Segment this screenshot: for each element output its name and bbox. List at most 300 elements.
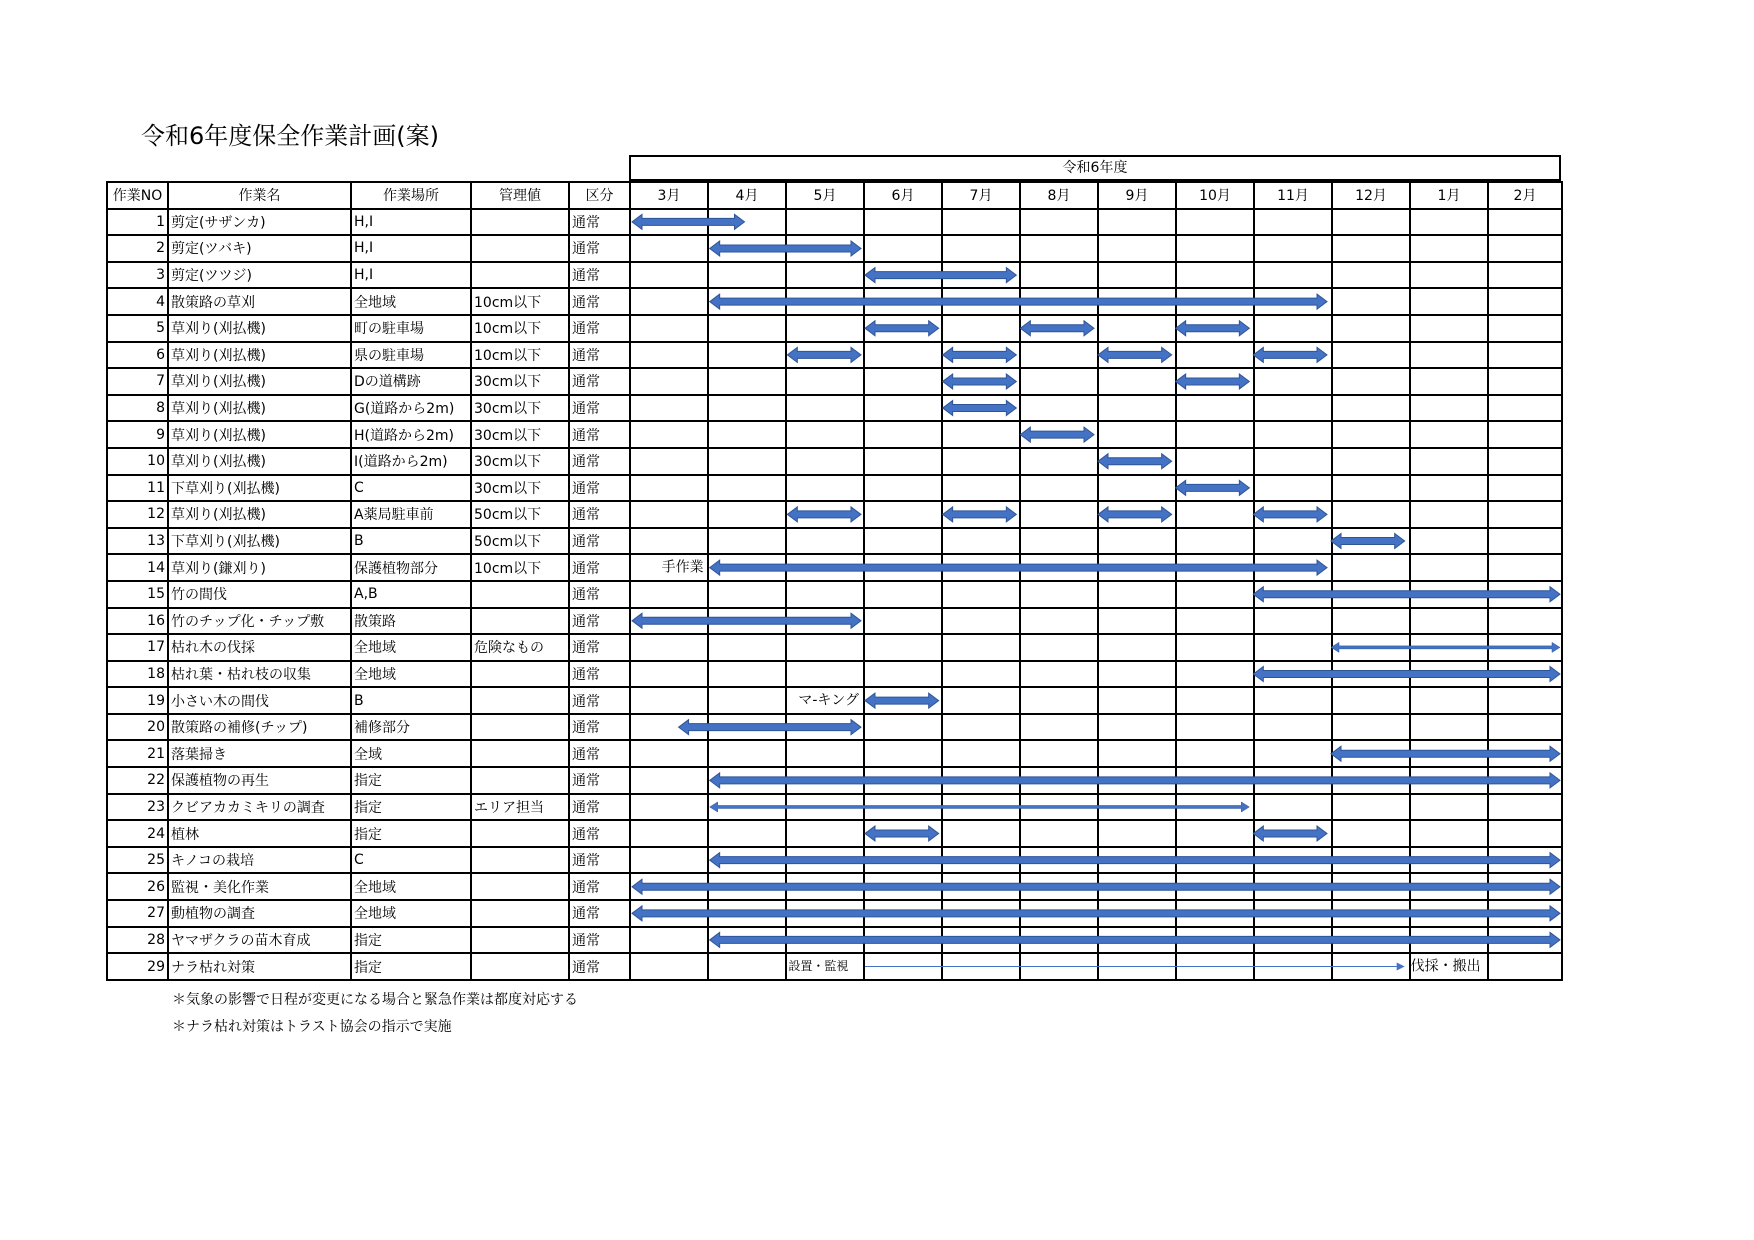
month-cell (1098, 581, 1176, 608)
month-cell (1254, 501, 1332, 528)
month-cell (630, 740, 708, 767)
month-cell (786, 475, 864, 502)
work-category: 通常 (569, 395, 630, 422)
month-cell (1332, 421, 1410, 448)
month-cell (864, 608, 942, 635)
month-cell (786, 554, 864, 581)
work-no: 8 (107, 395, 168, 422)
month-cell (786, 900, 864, 927)
month-cell (1254, 475, 1332, 502)
month-cell (630, 608, 708, 635)
work-place: 全地域 (351, 634, 471, 661)
control-value (471, 235, 569, 262)
month-cell (1332, 315, 1410, 342)
month-cell (708, 262, 786, 289)
table-row (107, 794, 1562, 821)
control-value: 30cm以下 (471, 448, 569, 475)
month-cell (786, 608, 864, 635)
month-cell (1254, 262, 1332, 289)
month-cell (708, 661, 786, 688)
work-place: H,I (351, 235, 471, 262)
month-cell (1488, 475, 1562, 502)
month-cell (864, 581, 942, 608)
month-cell (630, 687, 708, 714)
work-place: I(道路から2m) (351, 448, 471, 475)
control-value (471, 687, 569, 714)
month-cell (942, 501, 1020, 528)
month-cell (1098, 927, 1176, 954)
month-cell (1020, 714, 1098, 741)
month-cell (1020, 448, 1098, 475)
month-cell (708, 235, 786, 262)
month-cell (864, 395, 942, 422)
table-row (107, 767, 1562, 794)
month-cell (1332, 209, 1410, 236)
month-cell (1332, 927, 1410, 954)
work-name: 下草刈り(刈払機) (168, 528, 351, 555)
control-value: 50cm以下 (471, 528, 569, 555)
month-cell (864, 767, 942, 794)
month-cell (1176, 262, 1254, 289)
month-cell (630, 209, 708, 236)
work-no: 26 (107, 873, 168, 900)
month-cell (1020, 661, 1098, 688)
month-cell (1098, 528, 1176, 555)
control-value (471, 608, 569, 635)
month-cell (1254, 288, 1332, 315)
month-cell (1332, 608, 1410, 635)
month-cell (1254, 847, 1332, 874)
month-cell (630, 288, 708, 315)
month-cell (942, 288, 1020, 315)
month-cell (1332, 528, 1410, 555)
work-no: 15 (107, 581, 168, 608)
month-cell (1098, 608, 1176, 635)
month-cell (1176, 794, 1254, 821)
month-cell (1098, 315, 1176, 342)
month-cell (1020, 900, 1098, 927)
month-cell (1488, 661, 1562, 688)
month-cell (942, 927, 1020, 954)
month-cell (1176, 608, 1254, 635)
work-category: 通常 (569, 927, 630, 954)
month-cell (1332, 714, 1410, 741)
work-no: 21 (107, 740, 168, 767)
month-cell (1098, 847, 1176, 874)
month-cell (864, 315, 942, 342)
month-cell (1488, 342, 1562, 369)
work-no: 17 (107, 634, 168, 661)
schedule-label: マ-キング (798, 692, 859, 709)
month-cell (864, 714, 942, 741)
month-cell (630, 927, 708, 954)
work-name: 草刈り(刈払機) (168, 368, 351, 395)
month-cell (1488, 687, 1562, 714)
work-place: 全地域 (351, 288, 471, 315)
month-cell (786, 315, 864, 342)
month-cell (1254, 315, 1332, 342)
month-cell (864, 421, 942, 448)
work-category: 通常 (569, 873, 630, 900)
month-cell (1098, 767, 1176, 794)
month-cell (1410, 501, 1488, 528)
work-no: 11 (107, 475, 168, 502)
work-category: 通常 (569, 581, 630, 608)
month-cell (1020, 554, 1098, 581)
month-cell (708, 581, 786, 608)
month-cell (1020, 235, 1098, 262)
month-cell (942, 794, 1020, 821)
month-cell (1020, 740, 1098, 767)
month-cell (1020, 501, 1098, 528)
month-cell (1488, 847, 1562, 874)
month-cell (1098, 501, 1176, 528)
month-cell (1254, 953, 1332, 980)
month-cell (1098, 235, 1176, 262)
month-cell (630, 262, 708, 289)
work-category: 通常 (569, 740, 630, 767)
table-row (107, 820, 1562, 847)
month-cell (708, 820, 786, 847)
table-row (107, 661, 1562, 688)
control-value: 10cm以下 (471, 554, 569, 581)
work-name: 監視・美化作業 (168, 873, 351, 900)
control-value (471, 661, 569, 688)
month-cell (630, 421, 708, 448)
month-cell (1254, 554, 1332, 581)
month-cell (942, 634, 1020, 661)
month-header: 9月 (1098, 182, 1176, 209)
schedule-label: 伐採・搬出 (1410, 958, 1481, 975)
month-cell (1020, 421, 1098, 448)
work-name: 枯れ葉・枯れ枝の収集 (168, 661, 351, 688)
control-value (471, 873, 569, 900)
month-cell (1332, 820, 1410, 847)
month-cell (1332, 687, 1410, 714)
table-row (107, 740, 1562, 767)
month-cell (1020, 288, 1098, 315)
control-value: 30cm以下 (471, 475, 569, 502)
month-cell (630, 953, 708, 980)
month-cell (1332, 288, 1410, 315)
month-cell (942, 953, 1020, 980)
work-place: C (351, 475, 471, 502)
month-cell (1332, 342, 1410, 369)
month-cell (1098, 794, 1176, 821)
month-cell (1176, 873, 1254, 900)
month-cell (786, 501, 864, 528)
month-cell (1332, 475, 1410, 502)
month-header: 1月 (1410, 182, 1488, 209)
col-header-value: 管理値 (471, 182, 569, 209)
work-name: 草刈り(刈払機) (168, 395, 351, 422)
work-name: 草刈り(刈払機) (168, 501, 351, 528)
month-cell (1176, 235, 1254, 262)
control-value (471, 209, 569, 236)
col-header-kubun: 区分 (569, 182, 630, 209)
month-cell (1410, 767, 1488, 794)
work-no: 12 (107, 501, 168, 528)
work-category: 通常 (569, 634, 630, 661)
month-cell (1020, 475, 1098, 502)
month-cell (1176, 847, 1254, 874)
month-cell (1410, 953, 1488, 980)
month-cell (1332, 368, 1410, 395)
notes (172, 987, 578, 1041)
month-cell (786, 528, 864, 555)
control-value (471, 740, 569, 767)
month-cell (942, 528, 1020, 555)
table-row (107, 873, 1562, 900)
month-cell (1098, 368, 1176, 395)
month-cell (1488, 581, 1562, 608)
control-value: 30cm以下 (471, 421, 569, 448)
work-name: 剪定(ツバキ) (168, 235, 351, 262)
month-cell (1254, 767, 1332, 794)
month-cell (1176, 421, 1254, 448)
work-no: 19 (107, 687, 168, 714)
month-cell (786, 767, 864, 794)
work-name: クビアカカミキリの調査 (168, 794, 351, 821)
month-cell (1488, 262, 1562, 289)
control-value: 30cm以下 (471, 395, 569, 422)
month-cell (864, 262, 942, 289)
month-cell (942, 687, 1020, 714)
month-cell (1410, 421, 1488, 448)
month-cell (1410, 395, 1488, 422)
work-category: 通常 (569, 608, 630, 635)
work-place: G(道路から2m) (351, 395, 471, 422)
month-cell (786, 395, 864, 422)
month-cell (864, 847, 942, 874)
month-cell (942, 315, 1020, 342)
month-cell (1488, 714, 1562, 741)
table-row (107, 475, 1562, 502)
month-cell (630, 235, 708, 262)
work-place: 指定 (351, 820, 471, 847)
control-value: 10cm以下 (471, 288, 569, 315)
month-cell (786, 421, 864, 448)
table-row (107, 554, 1562, 581)
month-cell (786, 634, 864, 661)
work-place: 全地域 (351, 900, 471, 927)
month-cell (1254, 528, 1332, 555)
work-no: 27 (107, 900, 168, 927)
table-row (107, 421, 1562, 448)
month-cell (1332, 794, 1410, 821)
work-no: 20 (107, 714, 168, 741)
month-cell (1488, 368, 1562, 395)
table-row (107, 900, 1562, 927)
work-name: 草刈り(刈払機) (168, 421, 351, 448)
month-cell (1488, 501, 1562, 528)
month-cell (630, 794, 708, 821)
month-cell (1254, 395, 1332, 422)
month-cell (1410, 368, 1488, 395)
month-cell (786, 342, 864, 369)
month-cell (1410, 820, 1488, 847)
month-cell (630, 395, 708, 422)
month-cell (1176, 475, 1254, 502)
month-cell (942, 209, 1020, 236)
month-cell (1176, 687, 1254, 714)
work-name: 保護植物の再生 (168, 767, 351, 794)
month-cell (1410, 661, 1488, 688)
month-cell (1332, 767, 1410, 794)
month-cell (864, 953, 942, 980)
month-cell (1098, 873, 1176, 900)
month-cell (1020, 820, 1098, 847)
work-name: 草刈り(刈払機) (168, 342, 351, 369)
month-cell (1332, 395, 1410, 422)
work-place: Dの道構跡 (351, 368, 471, 395)
month-cell (708, 927, 786, 954)
work-name: ナラ枯れ対策 (168, 953, 351, 980)
month-cell (1020, 927, 1098, 954)
month-cell (864, 927, 942, 954)
table-row (107, 262, 1562, 289)
month-cell (942, 395, 1020, 422)
work-no: 1 (107, 209, 168, 236)
work-category: 通常 (569, 900, 630, 927)
month-cell (1410, 794, 1488, 821)
month-cell (864, 475, 942, 502)
month-cell (630, 448, 708, 475)
month-cell (1176, 368, 1254, 395)
work-name: 竹の間伐 (168, 581, 351, 608)
month-cell (864, 235, 942, 262)
month-cell (1098, 475, 1176, 502)
month-cell (864, 687, 942, 714)
month-header: 12月 (1332, 182, 1410, 209)
month-cell (1410, 342, 1488, 369)
month-cell (1020, 873, 1098, 900)
month-cell (1332, 448, 1410, 475)
month-cell (630, 475, 708, 502)
month-cell (1488, 554, 1562, 581)
month-cell (1488, 235, 1562, 262)
col-header-name: 作業名 (168, 182, 351, 209)
control-value (471, 927, 569, 954)
month-cell (1098, 661, 1176, 688)
month-header: 10月 (1176, 182, 1254, 209)
month-cell (708, 288, 786, 315)
work-name: 落葉掃き (168, 740, 351, 767)
month-cell (1098, 900, 1176, 927)
work-place: H,I (351, 262, 471, 289)
table-row (107, 342, 1562, 369)
month-cell (1098, 288, 1176, 315)
month-cell (1254, 421, 1332, 448)
work-category: 通常 (569, 554, 630, 581)
month-cell (708, 740, 786, 767)
month-cell (1410, 927, 1488, 954)
work-category: 通常 (569, 767, 630, 794)
month-cell (1176, 395, 1254, 422)
work-category: 通常 (569, 209, 630, 236)
month-cell (1254, 209, 1332, 236)
month-cell (864, 342, 942, 369)
work-no: 13 (107, 528, 168, 555)
month-cell (1098, 209, 1176, 236)
month-cell (1332, 235, 1410, 262)
month-cell (630, 554, 708, 581)
control-value: 50cm以下 (471, 501, 569, 528)
month-cell (786, 262, 864, 289)
month-cell (1488, 209, 1562, 236)
work-category: 通常 (569, 528, 630, 555)
month-cell (1410, 581, 1488, 608)
month-cell (942, 448, 1020, 475)
month-cell (786, 687, 864, 714)
month-cell (1410, 687, 1488, 714)
table-row (107, 581, 1562, 608)
month-cell (708, 421, 786, 448)
work-no: 29 (107, 953, 168, 980)
work-name: 小さい木の間伐 (168, 687, 351, 714)
work-name: 草刈り(鎌刈り) (168, 554, 351, 581)
work-place: A,B (351, 581, 471, 608)
month-cell (1254, 714, 1332, 741)
month-cell (1020, 368, 1098, 395)
table-row (107, 953, 1562, 980)
month-cell (630, 342, 708, 369)
work-category: 通常 (569, 794, 630, 821)
month-cell (1410, 714, 1488, 741)
month-cell (1176, 528, 1254, 555)
work-name: 剪定(ツツジ) (168, 262, 351, 289)
month-cell (1098, 714, 1176, 741)
work-no: 4 (107, 288, 168, 315)
month-cell (1332, 262, 1410, 289)
month-cell (864, 448, 942, 475)
month-cell (1098, 820, 1176, 847)
work-no: 5 (107, 315, 168, 342)
month-cell (786, 794, 864, 821)
month-cell (1488, 608, 1562, 635)
month-cell (1488, 767, 1562, 794)
month-cell (1410, 262, 1488, 289)
month-cell (1254, 634, 1332, 661)
work-category: 通常 (569, 368, 630, 395)
month-cell (1176, 448, 1254, 475)
work-no: 2 (107, 235, 168, 262)
month-cell (1488, 900, 1562, 927)
col-header-no: 作業NO (107, 182, 168, 209)
month-cell (1488, 953, 1562, 980)
table-row (107, 714, 1562, 741)
month-cell (942, 608, 1020, 635)
month-cell (708, 528, 786, 555)
header-row (107, 182, 1562, 209)
month-cell (708, 395, 786, 422)
work-no: 18 (107, 661, 168, 688)
month-cell (1254, 342, 1332, 369)
control-value (471, 953, 569, 980)
month-cell (630, 847, 708, 874)
month-cell (708, 554, 786, 581)
month-cell (1254, 873, 1332, 900)
table-row (107, 368, 1562, 395)
month-cell (708, 953, 786, 980)
note-line: ＊ナラ枯れ対策はトラスト協会の指示で実施 (172, 1019, 452, 1035)
month-cell (864, 288, 942, 315)
month-cell (1020, 847, 1098, 874)
work-place: A薬局駐車前 (351, 501, 471, 528)
month-cell (864, 900, 942, 927)
month-cell (786, 448, 864, 475)
control-value (471, 767, 569, 794)
